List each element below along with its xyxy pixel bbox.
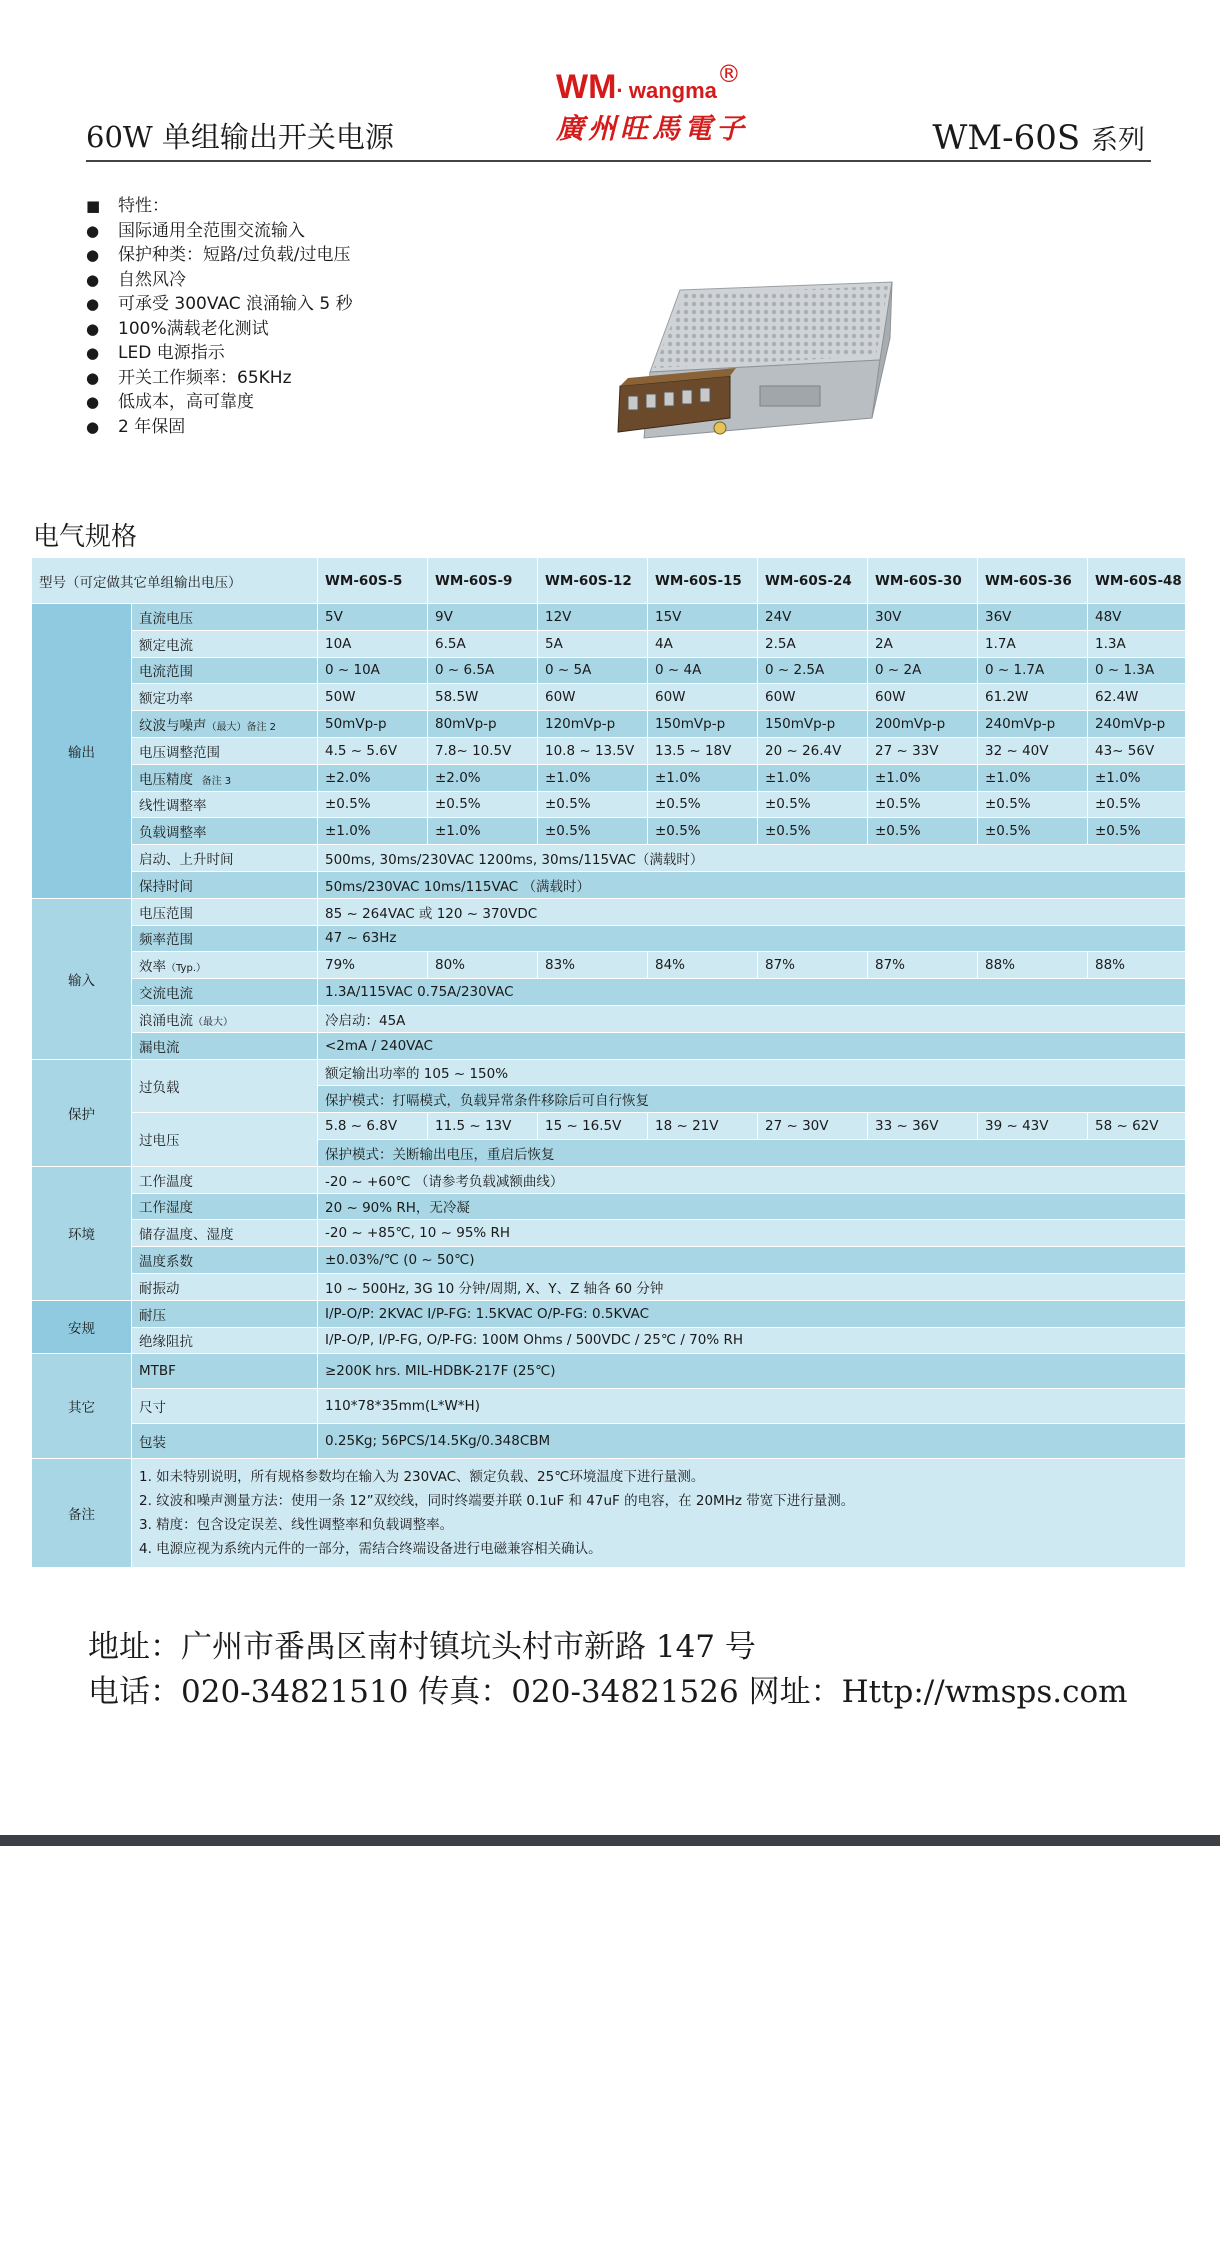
contact-footer <box>88 1625 1128 1715</box>
document-header <box>86 58 1151 160</box>
model-header: WM-60S-15 <box>648 558 758 604</box>
category-safety: 安规 <box>32 1300 132 1354</box>
spec-table <box>31 557 1186 1568</box>
category-output: 输出 <box>32 604 132 899</box>
series-label: 系列 <box>1091 125 1145 156</box>
note-item: 4. 电源应视为系统内元件的一部分，需结合终端设备进行电磁兼容相关确认。 <box>139 1541 602 1558</box>
notes-cell <box>132 1459 1186 1568</box>
table-row: 耐振动 10 ~ 500Hz, 3G 10 分钟/周期, X、Y、Z 轴各 60 分钟 <box>32 1273 1186 1300</box>
note-item: 3. 精度：包含设定误差、线性调整率和负载调整率。 <box>139 1517 454 1534</box>
table-row: 启动、上升时间 500ms, 30ms/230VAC 1200ms, 30ms/115VAC（满载时） <box>32 845 1186 872</box>
model-header: WM-60S-5 <box>318 558 428 604</box>
dot-bullet-icon: ● <box>86 221 100 240</box>
model-header: WM-60S-12 <box>538 558 648 604</box>
model-header: WM-60S-30 <box>868 558 978 604</box>
table-row: 包装 0.25Kg; 56PCS/14.5Kg/0.348CBM <box>32 1424 1186 1459</box>
table-row: 线性调整率 ±0.5% ±0.5% ±0.5% ±0.5% ±0.5% ±0.5% ±0.5% ±0.5% <box>32 791 1186 818</box>
table-row: 额定电流 10A 6.5A 5A 4A 2.5A 2A 1.7A 1.3A <box>32 630 1186 657</box>
bottom-divider-bar <box>0 1835 1220 1846</box>
model-label: 型号（可定做其它单组输出电压） <box>32 558 318 604</box>
table-row: 效率（Typ.） 79% 80% 83% 84% 87% 87% 88% 88% <box>32 952 1186 979</box>
table-row: 频率范围 47 ~ 63Hz <box>32 925 1186 952</box>
dot-bullet-icon: ● <box>86 393 100 411</box>
header-divider <box>86 160 1151 162</box>
table-row: 工作湿度 20 ~ 90% RH，无冷凝 <box>32 1193 1186 1220</box>
list-item: ■ 特性： <box>86 194 536 219</box>
table-row: 额定功率 50W 58.5W 60W 60W 60W 60W 61.2W 62.4W <box>32 684 1186 711</box>
table-row: 尺寸 110*78*35mm(L*W*H) <box>32 1389 1186 1424</box>
table-row: 过电压 5.8 ~ 6.8V 11.5 ~ 13V 15 ~ 16.5V 18 ~ 21V 27 ~ 30V 33 ~ 36V 39 ~ 43V 58 ~ 62V <box>32 1113 1186 1140</box>
model-header: WM-60S-24 <box>758 558 868 604</box>
dot-bullet-icon: ● <box>86 344 100 362</box>
category-other: 其它 <box>32 1354 132 1459</box>
note-item: 2. 纹波和噪声测量方法：使用一条 12”双绞线，同时终端要并联 0.1uF 和 47uF 的电容，在 20MHz 带宽下进行量测。 <box>139 1493 855 1510</box>
table-row: 电压调整范围 4.5 ~ 5.6V 7.8~ 10.5V 10.8 ~ 13.5V 13.5 ~ 18V 20 ~ 26.4V 27 ~ 33V 32 ~ 40V 43~ 56V <box>32 737 1186 764</box>
table-row: 储存温度、湿度 -20 ~ +85℃, 10 ~ 95% RH <box>32 1220 1186 1247</box>
dot-bullet-icon: ● <box>86 246 100 264</box>
table-row: 纹波与噪声（最大）备注 2 50mVp-p 80mVp-p 120mVp-p 150mVp-p 150mVp-p 200mVp-p 240mVp-p 240mVp-p <box>32 711 1186 738</box>
category-notes: 备注 <box>32 1459 132 1568</box>
table-row: 环境 工作温度 -20 ~ +60℃ （请参考负载减额曲线） <box>32 1166 1186 1193</box>
logo-registered-mark: ® <box>716 60 741 88</box>
dot-bullet-icon: ● <box>86 417 100 436</box>
dot-bullet-icon: ● <box>86 295 100 313</box>
dot-bullet-icon: ● <box>86 270 100 289</box>
list-item: ● 保护种类：短路/过负载/过电压 <box>86 243 536 268</box>
table-row: 保护模式：关断输出电压，重启后恢复 <box>32 1139 1186 1166</box>
model-header: WM-60S-9 <box>428 558 538 604</box>
logo-wangma: wangma <box>628 78 717 103</box>
table-row <box>32 1459 1186 1568</box>
list-item: ● 2 年保固 <box>86 415 536 440</box>
table-header-row <box>32 558 1186 604</box>
power-supply-product-image <box>610 268 900 458</box>
table-row: 保持时间 50ms/230VAC 10ms/115VAC （满载时） <box>32 871 1186 898</box>
model-header: WM-60S-36 <box>978 558 1088 604</box>
model-header: WM-60S-48 <box>1088 558 1186 604</box>
list-item: ● LED 电源指示 <box>86 341 536 366</box>
table-row: 交流电流 1.3A/115VAC 0.75A/230VAC <box>32 979 1186 1006</box>
feature-list <box>86 194 536 439</box>
table-row: 电流范围 0 ~ 10A 0 ~ 6.5A 0 ~ 5A 0 ~ 4A 0 ~ 2.5A 0 ~ 2A 0 ~ 1.7A 0 ~ 1.3A <box>32 657 1186 684</box>
table-row: 输入 电压范围 85 ~ 264VAC 或 120 ~ 370VDC <box>32 898 1186 925</box>
list-item: ● 低成本，高可靠度 <box>86 390 536 415</box>
logo-wm: WM <box>556 68 617 106</box>
category-protection: 保护 <box>32 1059 132 1166</box>
table-row: 绝缘阻抗 I/P-O/P, I/P-FG, O/P-FG: 100M Ohms / 500VDC / 25℃ / 70% RH <box>32 1327 1186 1354</box>
category-input: 输入 <box>32 898 132 1059</box>
dot-bullet-icon: ● <box>86 319 100 338</box>
table-row: 保护模式：打嗝模式，负载异常条件移除后可自行恢复 <box>32 1086 1186 1113</box>
table-row: 保护 过负载 额定输出功率的 105 ~ 150% <box>32 1059 1186 1086</box>
list-item: ● 自然风冷 <box>86 268 536 293</box>
list-item: ● 100%满载老化测试 <box>86 317 536 342</box>
table-row: 输出 直流电压 5V 9V 12V 15V 24V 30V 36V 48V <box>32 604 1186 631</box>
square-bullet-icon: ■ <box>86 197 101 215</box>
company-logo <box>556 60 856 158</box>
series-title <box>932 118 1145 158</box>
dot-bullet-icon: ● <box>86 368 100 387</box>
list-item: ● 开关工作频率：65KHz <box>86 366 536 391</box>
note-item: 1. 如未特别说明，所有规格参数均在输入为 230VAC、额定负载、25℃环境温度下进行量测。 <box>139 1469 705 1486</box>
table-row: 安规 耐压 I/P-O/P: 2KVAC I/P-FG: 1.5KVAC O/P-FG: 0.5KVAC <box>32 1300 1186 1327</box>
logo-chinese-name: 廣州旺馬電子 <box>556 112 749 145</box>
document-title: 60W 单组输出开关电源 <box>86 120 394 154</box>
series-model: WM-60S <box>932 118 1081 158</box>
section-title: 电气规格 <box>33 522 138 552</box>
category-environment: 环境 <box>32 1166 132 1300</box>
table-row: 负载调整率 ±1.0% ±1.0% ±0.5% ±0.5% ±0.5% ±0.5% ±0.5% ±0.5% <box>32 818 1186 845</box>
table-row: 其它 MTBF ≥200K hrs. MIL-HDBK-217F (25℃) <box>32 1354 1186 1389</box>
list-item: ● 国际通用全范围交流输入 <box>86 219 536 244</box>
table-row: 漏电流 <2mA / 240VAC <box>32 1032 1186 1059</box>
logo-dot: · <box>616 78 624 103</box>
table-row: 温度系数 ±0.03%/℃ (0 ~ 50℃) <box>32 1247 1186 1274</box>
table-row: 浪涌电流（最大） 冷启动：45A <box>32 1005 1186 1032</box>
address-line: 地址：广州市番禺区南村镇坑头村市新路 147 号 <box>88 1629 756 1665</box>
list-item: ● 可承受 300VAC 浪涌输入 5 秒 <box>86 292 536 317</box>
table-row: 电压精度 备注 3 ±2.0% ±2.0% ±1.0% ±1.0% ±1.0% ±1.0% ±1.0% ±1.0% <box>32 764 1186 791</box>
contact-line: 电话：020-34821510 传真：020-34821526 网址：Http://wmsps.com <box>88 1674 1128 1710</box>
